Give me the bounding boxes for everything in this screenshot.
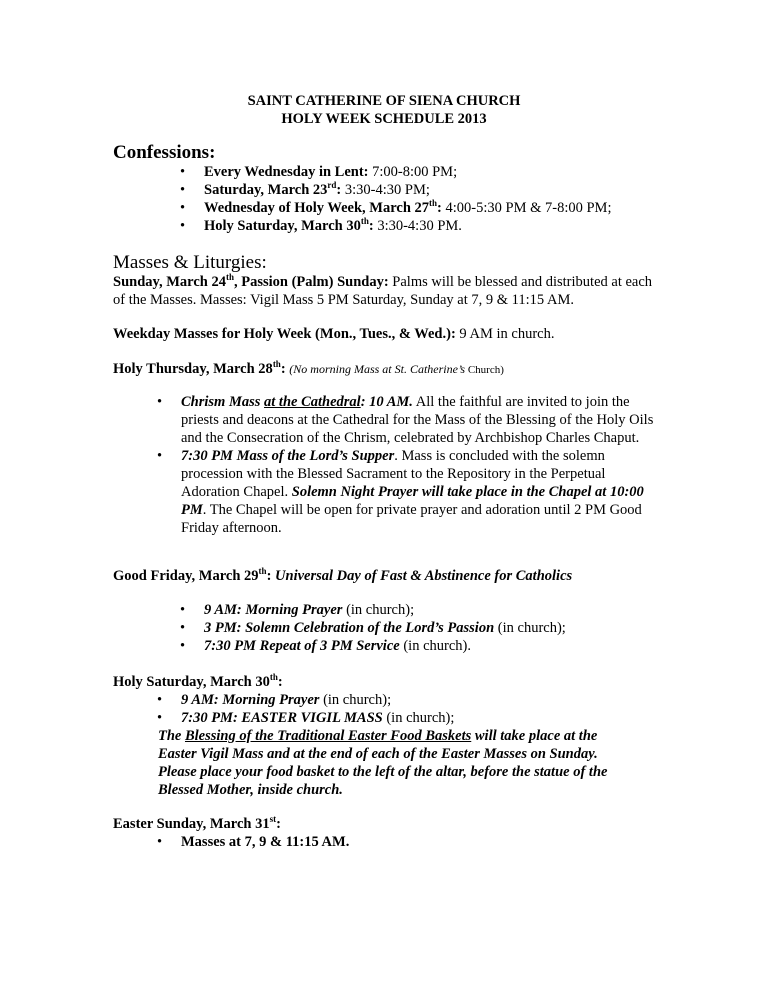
confession-item: • Wednesday of Holy Week, March 27th: 4:00-5:30 PM & 7-8:00 PM; bbox=[204, 199, 611, 217]
confessions-list bbox=[204, 163, 611, 235]
masses-heading: Masses & Liturgies: bbox=[113, 252, 267, 273]
food-basket-note: The Blessing of the Traditional Easter Food Baskets will take place at the Easter Vigil Mass and at the end of each of the Easter Masses on Sunday. Please place your food basket to the left of the altar, before the statue of the Blessed Mother, inside church. bbox=[158, 728, 608, 798]
friday-item: • 9 AM: Morning Prayer (in church); bbox=[204, 601, 664, 619]
weekday-masses: Weekday Masses for Holy Week (Mon., Tues., & Wed.): 9 AM in church. bbox=[113, 326, 555, 342]
friday-item: • 3 PM: Solemn Celebration of the Lord’s Passion (in church); bbox=[204, 619, 664, 637]
church-name: SAINT CATHERINE OF SIENA CHURCH bbox=[247, 93, 521, 109]
confession-item: • Holy Saturday, March 30th: 3:30-4:30 PM. bbox=[204, 217, 611, 235]
easter-item: • Masses at 7, 9 & 11:15 AM. bbox=[181, 833, 661, 851]
chrism-mass-item: • Chrism Mass at the Cathedral: 10 AM. All the faithful are invited to join the priests and deacons at the Cathedral for the Mass of the Blessing of the Holy Oils and the Consecration of the Chrism, celebrated by Archbishop Charles Chaput. bbox=[181, 393, 661, 447]
saturday-item: • 9 AM: Morning Prayer (in church); bbox=[181, 691, 661, 709]
palm-sunday-paragraph: Sunday, March 24th, Passion (Palm) Sunday: Palms will be blessed and distributed at each of the Masses. Masses: Vigil Mass 5 PM Saturday, Sunday at 7, 9 & 11:15 AM. bbox=[113, 272, 653, 308]
holy-saturday-heading: Holy Saturday, March 30th: bbox=[113, 672, 283, 690]
holy-thursday-heading: Holy Thursday, March 28th: (No morning Mass at St. Catherine’s Church) bbox=[113, 359, 504, 377]
saturday-item: • 7:30 PM: EASTER VIGIL MASS (in church); bbox=[181, 709, 661, 727]
schedule-title: HOLY WEEK SCHEDULE 2013 bbox=[281, 111, 487, 127]
friday-item: • 7:30 PM Repeat of 3 PM Service (in church). bbox=[204, 637, 664, 655]
good-friday-list bbox=[204, 601, 664, 655]
lords-supper-item: • 7:30 PM Mass of the Lord’s Supper. Mass is concluded with the solemn procession with the Blessed Sacrament to the Repository in the Perpetual Adoration Chapel. Solemn Night Prayer will take place in the Chapel at 10:00 PM. The Chapel will be open for private prayer and adoration until 2 PM Good Friday afternoon. bbox=[181, 447, 661, 537]
good-friday-heading: Good Friday, March 29th: Universal Day of Fast & Abstinence for Catholics bbox=[113, 566, 573, 584]
confession-item: • Saturday, March 23rd: 3:30-4:30 PM; bbox=[204, 181, 611, 199]
holy-saturday-list bbox=[181, 691, 661, 727]
confession-item: • Every Wednesday in Lent: 7:00-8:00 PM; bbox=[204, 163, 611, 181]
easter-sunday-heading: Easter Sunday, March 31st: bbox=[113, 814, 281, 832]
easter-sunday-list bbox=[181, 833, 661, 851]
holy-thursday-list bbox=[181, 393, 661, 537]
confessions-heading: Confessions: bbox=[113, 142, 216, 163]
